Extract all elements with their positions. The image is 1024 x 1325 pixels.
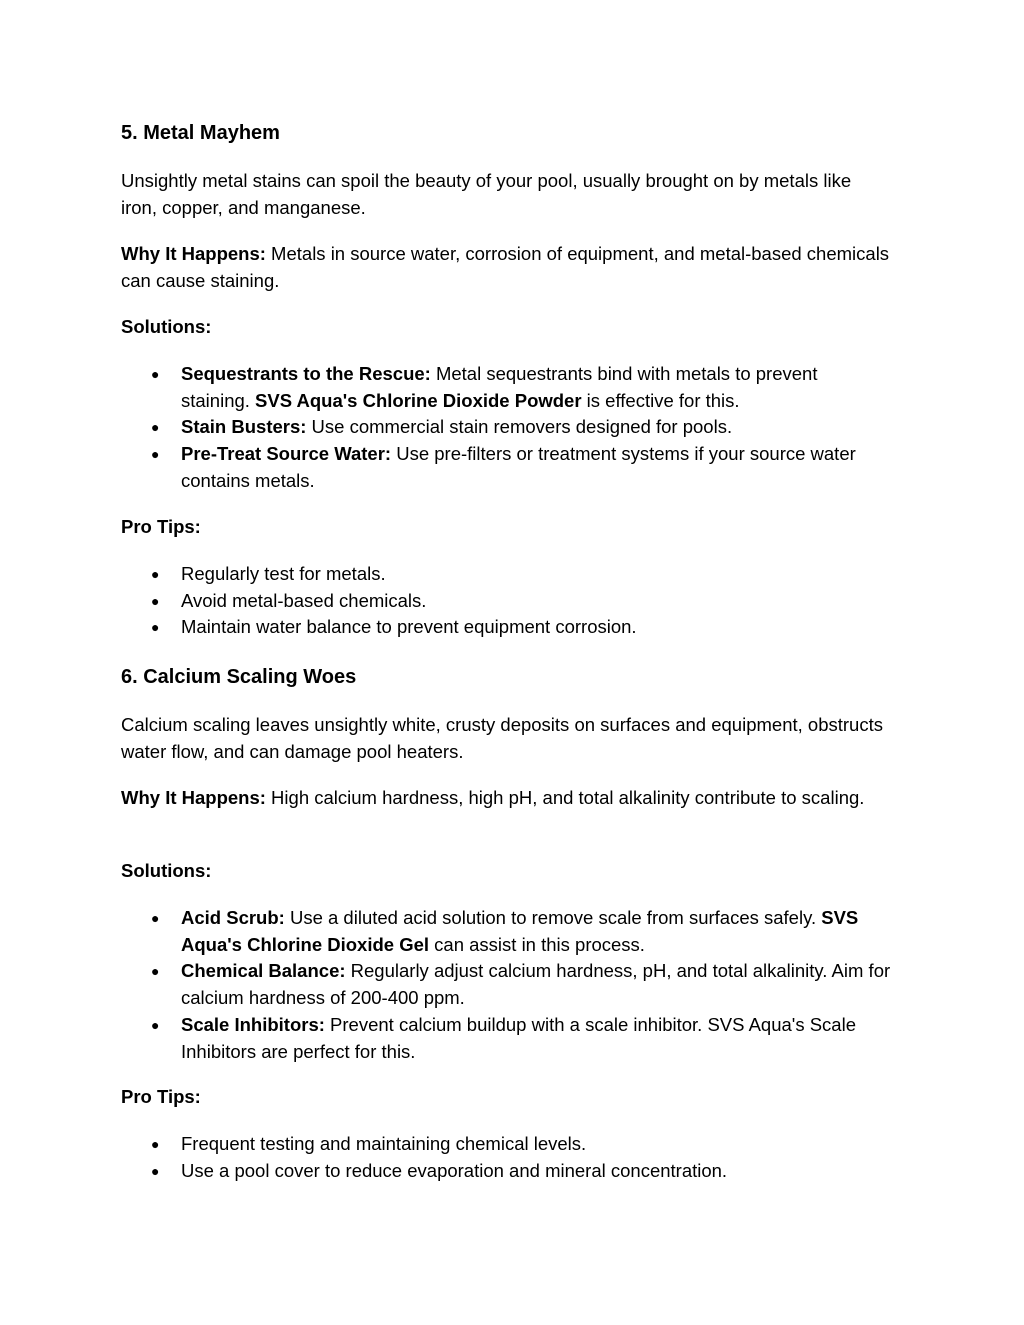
bullet-icon: ● [151, 566, 160, 582]
why-label: Why It Happens: [121, 787, 266, 808]
solutions-label-text: Solutions: [121, 316, 212, 337]
tip-text: Regularly test for metals. [181, 563, 386, 584]
bullet-icon: ● [151, 619, 160, 636]
list-item [121, 1131, 891, 1158]
bullet-icon: ● [151, 419, 160, 436]
item-label: Sequestrants to the Rescue: [181, 363, 431, 384]
pro-tips-label [121, 514, 891, 541]
item-label: Chemical Balance: [181, 960, 346, 982]
item-text: Prevent calcium buildup with a scale inhibitor. SVS Aqua's Scale Inhibitors are perfect for this. [181, 1013, 856, 1062]
why-text: Metals in source water, corrosion of equipment, and metal-based chemicals can cause staining. [121, 243, 890, 291]
item-text: Use commercial stain removers designed for pools. [306, 416, 733, 438]
bullet-icon: ● [151, 1162, 160, 1179]
pro-tips-label-text: Pro Tips: [121, 516, 201, 537]
item-text: Metal sequestrants bind with metals to prevent staining. [181, 363, 818, 411]
tip-text: Use a pool cover to reduce evaporation and mineral concentration. [181, 1159, 728, 1181]
list-item [121, 414, 891, 441]
tip-text: Avoid metal-based chemicals. [181, 589, 427, 611]
list-item [121, 1158, 891, 1185]
product-name: SVS Aqua's Chlorine Dioxide Gel [181, 907, 859, 955]
pro-tips-label-text: Pro Tips: [121, 1086, 201, 1107]
section-intro: Unsightly metal stains can spoil the beauty of your pool, usually brought on by metals like iron, copper, and manganese. [121, 170, 852, 218]
list-item [121, 614, 891, 641]
solutions-list [121, 905, 891, 1065]
list-item [121, 905, 891, 958]
why-text: High calcium hardness, high pH, and total alkalinity contribute to scaling. [265, 787, 865, 808]
section-heading-metal-mayhem: 5. Metal Mayhem [121, 122, 280, 144]
item-text: Use pre-filters or treatment systems if your source water contains metals. [181, 443, 856, 491]
why-it-happens-paragraph [121, 785, 891, 812]
solutions-list [121, 361, 891, 495]
item-label: Acid Scrub: [181, 907, 285, 928]
item-tail: can assist in this process. [429, 933, 645, 955]
tip-text: Frequent testing and maintaining chemical levels. [181, 1133, 587, 1154]
item-label: Pre-Treat Source Water: [181, 443, 392, 465]
item-label: Stain Busters: [181, 416, 307, 438]
bullet-icon: ● [151, 963, 160, 980]
solutions-label-text: Solutions: [121, 860, 212, 881]
why-label: Why It Happens: [121, 243, 266, 264]
bullet-icon: ● [151, 910, 160, 926]
bullet-icon: ● [151, 592, 160, 609]
pro-tips-list [121, 561, 891, 641]
section-intro: Calcium scaling leaves unsightly white, crusty deposits on surfaces and equipment, obstructs water flow, and can damage pool heaters. [121, 714, 883, 762]
pro-tips-label [121, 1084, 891, 1111]
section-heading-calcium-scaling: 6. Calcium Scaling Woes [121, 666, 357, 688]
list-item [121, 1012, 891, 1065]
product-name: SVS Aqua's Chlorine Dioxide Powder [255, 389, 582, 411]
list-item [121, 561, 891, 588]
solutions-label [121, 858, 891, 885]
bullet-icon: ● [151, 446, 160, 463]
why-it-happens-paragraph [121, 241, 891, 294]
list-item [121, 588, 891, 615]
bullet-icon: ● [151, 1016, 160, 1033]
list-item [121, 361, 891, 414]
solutions-label [121, 314, 891, 341]
tip-text: Maintain water balance to prevent equipment corrosion. [181, 616, 637, 638]
bullet-icon: ● [151, 1136, 160, 1152]
list-item [121, 441, 891, 494]
item-label: Scale Inhibitors: [181, 1013, 325, 1035]
item-text: Regularly adjust calcium hardness, pH, and total alkalinity. Aim for calcium hardness of 200-400 ppm. [181, 960, 891, 1009]
list-item [121, 958, 891, 1011]
item-text: Use a diluted acid solution to remove scale from surfaces safely. [284, 907, 822, 928]
item-tail: is effective for this. [581, 389, 740, 411]
bullet-icon: ● [151, 366, 160, 382]
pro-tips-list [121, 1131, 891, 1184]
